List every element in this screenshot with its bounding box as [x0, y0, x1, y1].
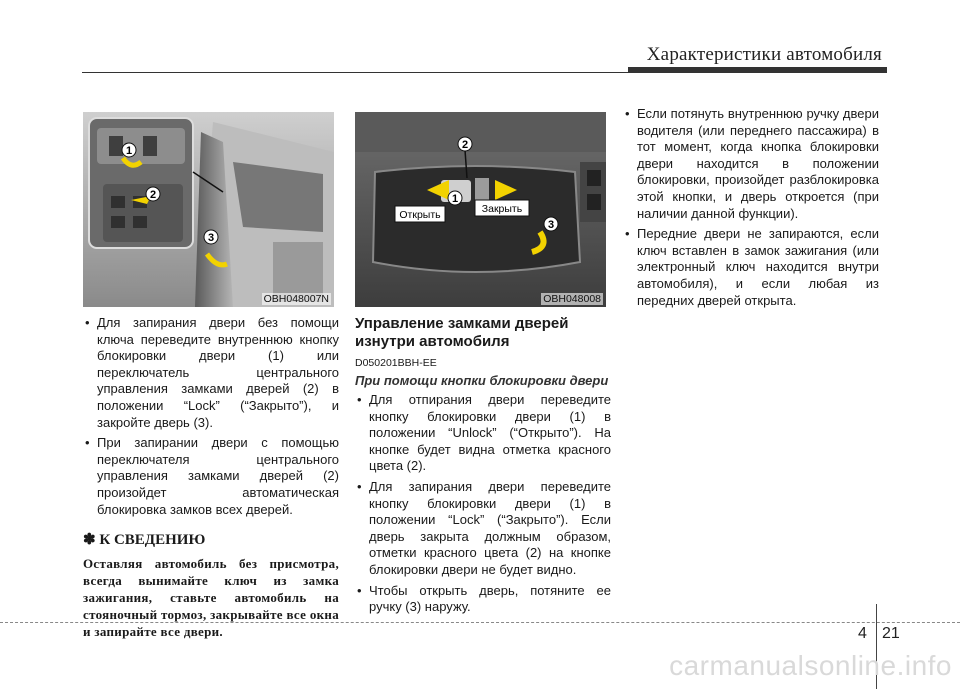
bullet-list: [623, 106, 879, 309]
section-title: Управление замками дверей изнутри автомобиля: [355, 315, 569, 350]
bullet-list: [355, 392, 611, 616]
callout-1: 1: [125, 145, 133, 157]
list-item: • Чтобы открыть дверь, потяните ее ручку (3) наружу.: [355, 583, 611, 616]
bullet-list: [83, 315, 339, 518]
callout-2: 2: [461, 139, 469, 151]
list-item: • Если потянуть внутреннюю ручку двери водителя (или переднего пассажира) в тот момент, когда кнопка блокировки двери находится в положении блокировки, произойдет разблокировка этой кнопки, и дверь откроется (при наличии данной функции).: [623, 106, 879, 222]
page-number: 21: [882, 625, 900, 642]
chapter-number: 4: [858, 625, 867, 642]
callout-3: 3: [547, 219, 555, 231]
door-illustration: [83, 112, 334, 307]
figure-code: OBH048008: [543, 293, 601, 305]
notice-title: ✽ К СВЕДЕНИЮ: [83, 532, 206, 549]
column-left: [83, 112, 339, 640]
figure-code: OBH048007N: [263, 293, 329, 305]
list-item: • Для запирания двери переведите кнопку блокировки двери (1) в положении “Lock” (“Закрыто”). Если дверь закрыта должным образом, отметки красного цвета (2) на кнопке блокировки двери не будет видно.: [355, 479, 611, 579]
handle-illustration: [355, 112, 606, 307]
footer-rule: [0, 622, 960, 623]
column-middle: [355, 112, 611, 620]
callout-1: 1: [451, 193, 459, 205]
label-close: Закрыть: [481, 203, 523, 215]
page-header-title: Характеристики автомобиля: [646, 44, 882, 65]
subsection-title: При помощи кнопки блокировки двери: [355, 373, 609, 388]
header-rule-accent: [628, 67, 887, 72]
figure-door-lock-left: [83, 112, 334, 307]
label-open: Открыть: [399, 209, 441, 221]
callout-2: 2: [149, 189, 157, 201]
notice-text: Оставляя автомобиль без присмотра, всегда вынимайте ключ из замка зажигания, ставьте автомобиль на стояночный тормоз, закрывайте все окна и запирайте все двери.: [83, 556, 339, 640]
section-code: D050201BBH-EE: [355, 357, 437, 369]
watermark: carmanualsonline.info: [669, 650, 952, 681]
list-item: • Передние двери не запираются, если ключ вставлен в замок зажигания (или электронный ключ находится внутри автомобиля), и если любая из передних дверей открыта.: [623, 226, 879, 309]
list-item: • Для запирания двери без помощи ключа переведите внутреннюю кнопку блокировки двери (1) или переключатель центрального управления замками дверей (2) в положении “Lock” (“Закрыто”), и закройте дверь (3).: [83, 315, 339, 431]
list-item: • При запирании двери с помощью переключателя центрального управления замками дверей (2) произойдет автоматическая блокировка замков всех дверей.: [83, 435, 339, 518]
header-rule: [82, 72, 887, 73]
figure-door-handle: [355, 112, 606, 307]
callout-3: 3: [207, 232, 215, 244]
column-right: [623, 106, 879, 313]
list-item: • Для отпирания двери переведите кнопку блокировки двери (1) в положении “Unlock” (“Открыто”). На кнопке будет видна отметка красного цвета (2).: [355, 392, 611, 475]
